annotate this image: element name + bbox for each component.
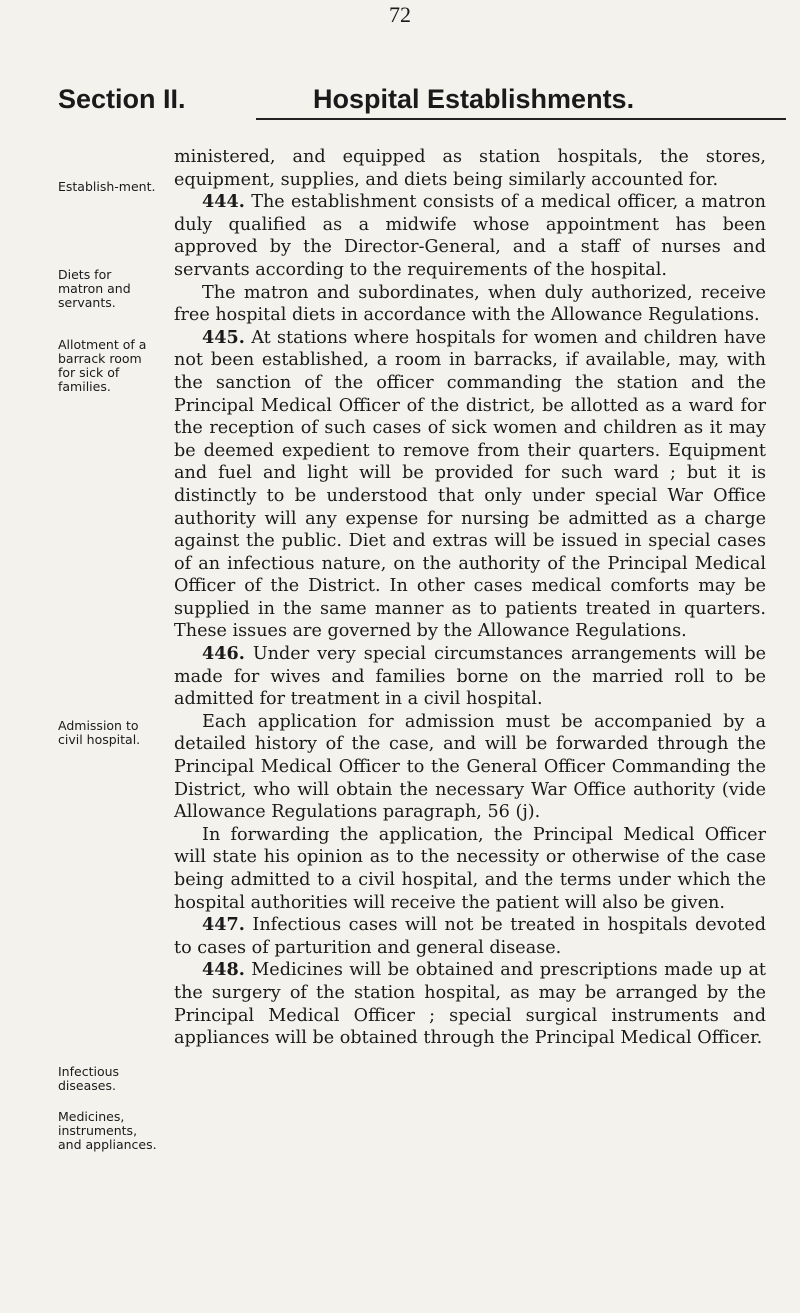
paragraph: The matron and subordinates, when duly authorized, receive free hospital diets in accordance with the Allowance Regulations. bbox=[174, 282, 766, 326]
body-text bbox=[174, 146, 766, 1050]
margin-note-medicines: Medicines, instruments, and appliances. bbox=[58, 1109, 157, 1152]
paragraph-number: 448. bbox=[202, 959, 245, 981]
paragraph-number: 446. bbox=[202, 643, 245, 665]
chapter-title: Hospital Establishments. bbox=[313, 84, 635, 114]
running-header bbox=[58, 84, 758, 124]
page-number: 72 bbox=[389, 2, 411, 27]
margin-note-diets: Diets for matron and servants. bbox=[58, 267, 131, 310]
margin-note-allotment: Allotment of a barrack room for sick of families. bbox=[58, 337, 147, 394]
paragraph: ministered, and equipped as station hospitals, the stores, equipment, supplies, and diets being similarly accounted for. bbox=[174, 147, 766, 190]
margin-note-establishment: Establish-ment. bbox=[58, 179, 156, 194]
paragraph: Each application for admission must be accompanied by a detailed history of the case, and will be forwarded through the Principal Medical Officer to the General Officer Commanding the District, who will obtain the necessary War Office authority (vide Allowance Regulations paragraph, 56 (j). bbox=[174, 711, 766, 823]
margin-note-infectious: Infectious diseases. bbox=[58, 1064, 120, 1093]
paragraph-number: 445. bbox=[202, 326, 245, 348]
paragraph-445: 445. At stations where hospitals for women and children have not been established, a room in barracks, if available, may, with the sanction of the officer commanding the station and the Principal Medical Officer of the district, be allotted as a ward for the reception of such cases of sick women and children as it may be deemed expedient to remove from their quarters. Equipment and fuel and light will be provided for such ward ; but it is distinctly to be understood that only under special War Office authority will any expense for nursing be admitted as a charge against the public. Diet and extras will be issued in special cases of an infectious nature, on the authority of the Principal Medical Officer of the District. In other cases medical comforts may be supplied in the same manner as to patients treated in quarters. These issues are governed by the Allowance Regulations. bbox=[174, 326, 767, 642]
paragraph-number: 444. bbox=[202, 191, 245, 213]
paragraph-446: 446. Under very special circumstances arrangements will be made for wives and families borne on the married roll to be admitted for treatment in a civil hospital. bbox=[174, 643, 766, 710]
paragraph-number: 447. bbox=[202, 914, 245, 936]
margin-note-admission: Admission to civil hospital. bbox=[58, 718, 141, 747]
paragraph-448: 448. Medicines will be obtained and prescriptions made up at the surgery of the station hospital, as may be arranged by the Principal Medical Officer ; special surgical instruments and appliances will be obtained through the Principal Medical Officer. bbox=[174, 959, 767, 1049]
paragraph-447: 447. Infectious cases will not be treated in hospitals devoted to cases of parturition and general disease. bbox=[174, 914, 766, 958]
header-rule bbox=[256, 118, 786, 120]
paragraph: In forwarding the application, the Principal Medical Officer will state his opinion as to the necessity or otherwise of the case being admitted to a civil hospital, and the terms under which the hospital authorities will receive the patient will also be given. bbox=[174, 824, 766, 913]
section-label: Section II. bbox=[58, 84, 186, 114]
paragraph-444: 444. The establishment consists of a medical officer, a matron duly qualified as a midwife whose appointment has been approved by the Director-General, and a staff of nurses and servants according to the requirements of the hospital. bbox=[174, 191, 766, 280]
